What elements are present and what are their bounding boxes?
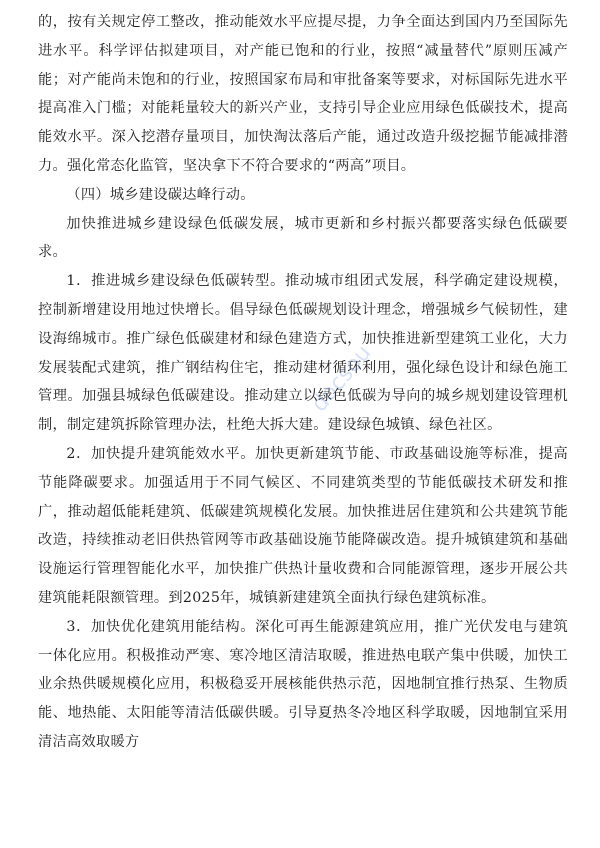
list-item-3-title: 3．加快优化建筑用能结构。 xyxy=(66,618,256,635)
list-item-2-text: 加快更新建筑节能、市政基础设施等标准，提高节能降碳要求。加强适用于不同气候区、不同建筑类型的节能低碳技术研发和推广，推动超低能耗建筑、低碳建筑规模化发展。加快推进居住建筑和公共建筑节能改造，持续推动老旧供热管网等市政基础设施节能降碳改造。提升城镇建筑和基础设施运行管理智能化水平，加快推广供热计量收费和合同能源管理，逐步开展公共建筑能耗限额管理。到2025年，城镇新建建筑全面执行绿色建筑标准。 xyxy=(38,445,568,606)
list-item-1-text: 推动城市组团式发展，科学确定建设规模，控制新增建设用地过快增长。倡导绿色低碳规划设计理念，增强城乡气候韧性，建设海绵城市。推广绿色低碳建材和绿色建造方式，加快推进新型建筑工业化，大力发展装配式建筑，推广钢结构住宅，推动建材循环利用，强化绿色设计和绿色施工管理。加强县城绿色低碳建设。推动建立以绿色低碳为导向的城乡规划建设管理机制，制定建筑拆除管理办法，杜绝大拆大建。建设绿色城镇、绿色社区。 xyxy=(38,273,569,434)
section-heading-text: （四）城乡建设碳达峰行动。 xyxy=(66,186,255,203)
document-body xyxy=(38,8,568,757)
watermark-text: docsou xyxy=(306,340,377,417)
list-item-2-title: 2．加快提升建筑能效水平。 xyxy=(66,445,256,462)
list-item-3-text: 深化可再生能源建筑应用，推广光伏发电与建筑一体化应用。积极推动严寒、寒冷地区清洁取暖，推进热电联产集中供暖，加快工业余热供暖规模化应用，积极稳妥开展核能供热示范，因地制宜推行热泵、生物质能、地热能、太阳能等清洁低碳供暖。引导夏热冬冷地区科学取暖，因地制宜采用清洁高效取暖方 xyxy=(38,618,568,750)
paragraph-intro: 加快推进城乡建设绿色低碳发展，城市更新和乡村振兴都要落实绿色低碳要求。 xyxy=(38,215,568,261)
list-item-1 xyxy=(38,267,568,440)
section-heading xyxy=(38,181,568,210)
list-item-3 xyxy=(38,613,568,757)
paragraph-continuation: 的，按有关规定停工整改，推动能效水平应提尽提，力争全面达到国内乃至国际先进水平。科学评估拟建项目，对产能已饱和的行业，按照“减量替代”原则压减产能；对产能尚未饱和的行业，按照国家布局和审批备案等要求，对标国际先进水平提高准入门槛；对能耗量较大的新兴产业，支持引导企业应用绿色低碳技术，提高能效水平。深入挖潜存量项目，加快淘汰落后产能，通过改造升级挖掘节能减排潜力。强化常态化监管，坚决拿下不符合要求的“两高”项目。 xyxy=(38,14,568,174)
list-item-1-title: 1．推进城乡建设绿色低碳转型。 xyxy=(66,273,285,290)
list-item-2 xyxy=(38,440,568,613)
